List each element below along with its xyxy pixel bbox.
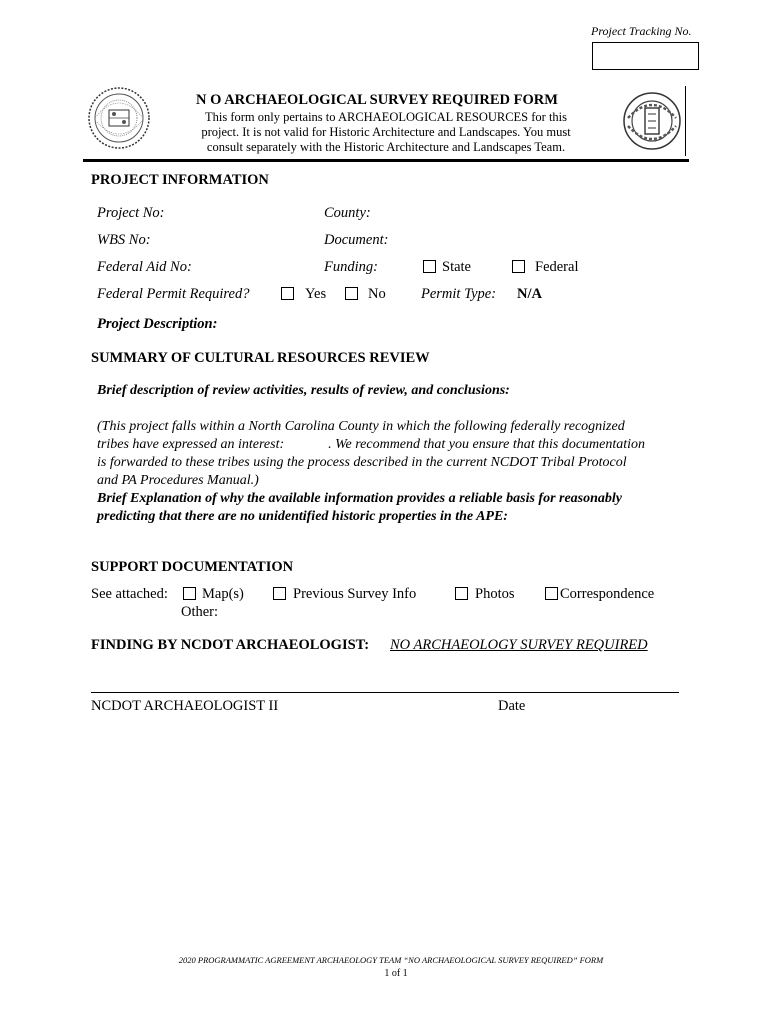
correspondence-checkbox[interactable] bbox=[545, 587, 558, 600]
form-title: N O ARCHAEOLOGICAL SURVEY REQUIRED FORM bbox=[196, 92, 558, 108]
date-label: Date bbox=[498, 698, 526, 714]
dot-seal-icon bbox=[622, 88, 682, 154]
permit-required-label: Federal Permit Required? bbox=[97, 286, 250, 302]
summary-heading: SUMMARY OF CULTURAL RESOURCES REVIEW bbox=[91, 350, 430, 366]
archaeologist-title: NCDOT ARCHAEOLOGIST II bbox=[91, 698, 279, 714]
permit-no-checkbox[interactable] bbox=[345, 287, 358, 300]
tracking-label: Project Tracking No. bbox=[591, 24, 692, 38]
tribal-line-part: tribes have expressed an interest: bbox=[97, 437, 285, 452]
signature-line bbox=[91, 692, 679, 693]
tribal-line: is forwarded to these tribes using the process described in the current NCDOT Tribal Protocol bbox=[97, 455, 627, 470]
federal-aid-label: Federal Aid No: bbox=[97, 259, 192, 275]
wbs-label: WBS No: bbox=[97, 232, 151, 248]
maps-checkbox[interactable] bbox=[183, 587, 196, 600]
tribal-paragraph bbox=[97, 418, 697, 526]
permit-yes-checkbox[interactable] bbox=[281, 287, 294, 300]
tribal-line-part: . We recommend that you ensure that this documentation bbox=[328, 437, 646, 452]
subtitle-line: consult separately with the Historic Architecture and Landscapes Team. bbox=[206, 140, 566, 154]
maps-label: Map(s) bbox=[202, 586, 244, 602]
permit-type-value: N/A bbox=[517, 286, 542, 302]
finding-value: NO ARCHAEOLOGY SURVEY REQUIRED bbox=[390, 637, 648, 653]
previous-survey-checkbox[interactable] bbox=[273, 587, 286, 600]
finding-label: FINDING BY NCDOT ARCHAEOLOGIST: bbox=[91, 637, 370, 653]
document-label: Document: bbox=[324, 232, 389, 248]
explain-line: Brief Explanation of why the available information provides a reliable basis for reasonably bbox=[97, 491, 623, 506]
funding-state-label: State bbox=[442, 259, 471, 275]
project-no-label: Project No: bbox=[97, 205, 165, 221]
footer-text: 2020 PROGRAMMATIC AGREEMENT ARCHAEOLOGY TEAM “NO ARCHAEOLOGICAL SURVEY REQUIRED” FORM bbox=[178, 955, 604, 965]
tracking-number-input[interactable] bbox=[592, 42, 699, 70]
project-description-label: Project Description: bbox=[97, 316, 218, 332]
photos-label: Photos bbox=[475, 586, 515, 602]
funding-label: Funding: bbox=[324, 259, 378, 275]
header-right-rule bbox=[685, 86, 686, 156]
permit-type-label: Permit Type: bbox=[421, 286, 497, 302]
form-subtitle bbox=[170, 110, 602, 155]
explain-line: predicting that there are no unidentified historic properties in the APE: bbox=[97, 509, 508, 524]
header-divider bbox=[83, 159, 689, 162]
funding-federal-label: Federal bbox=[535, 259, 579, 275]
other-label: Other: bbox=[181, 604, 219, 620]
funding-state-checkbox[interactable] bbox=[423, 260, 436, 273]
previous-survey-label: Previous Survey Info bbox=[293, 586, 417, 602]
nc-state-seal-icon bbox=[87, 86, 151, 150]
see-attached-label: See attached: bbox=[91, 586, 168, 602]
funding-federal-checkbox[interactable] bbox=[512, 260, 525, 273]
permit-yes-label: Yes bbox=[305, 286, 327, 302]
photos-checkbox[interactable] bbox=[455, 587, 468, 600]
support-heading: SUPPORT DOCUMENTATION bbox=[91, 559, 294, 575]
permit-no-label: No bbox=[368, 286, 386, 302]
tribal-line: (This project falls within a North Carolina County in which the following federally recognized bbox=[97, 419, 625, 434]
subtitle-line: project. It is not valid for Historic Architecture and Landscapes. You must bbox=[201, 125, 571, 139]
project-info-heading: PROJECT INFORMATION bbox=[91, 172, 269, 188]
correspondence-label: Correspondence bbox=[560, 586, 655, 602]
subtitle-line: This form only pertains to ARCHAEOLOGICAL RESOURCES for this bbox=[204, 110, 568, 124]
page-number: 1 of 1 bbox=[384, 968, 408, 979]
county-label: County: bbox=[324, 205, 371, 221]
tribal-line: and PA Procedures Manual.) bbox=[97, 473, 259, 488]
summary-brief-label: Brief description of review activities, results of review, and conclusions: bbox=[97, 383, 510, 398]
tribal-line bbox=[97, 436, 697, 454]
